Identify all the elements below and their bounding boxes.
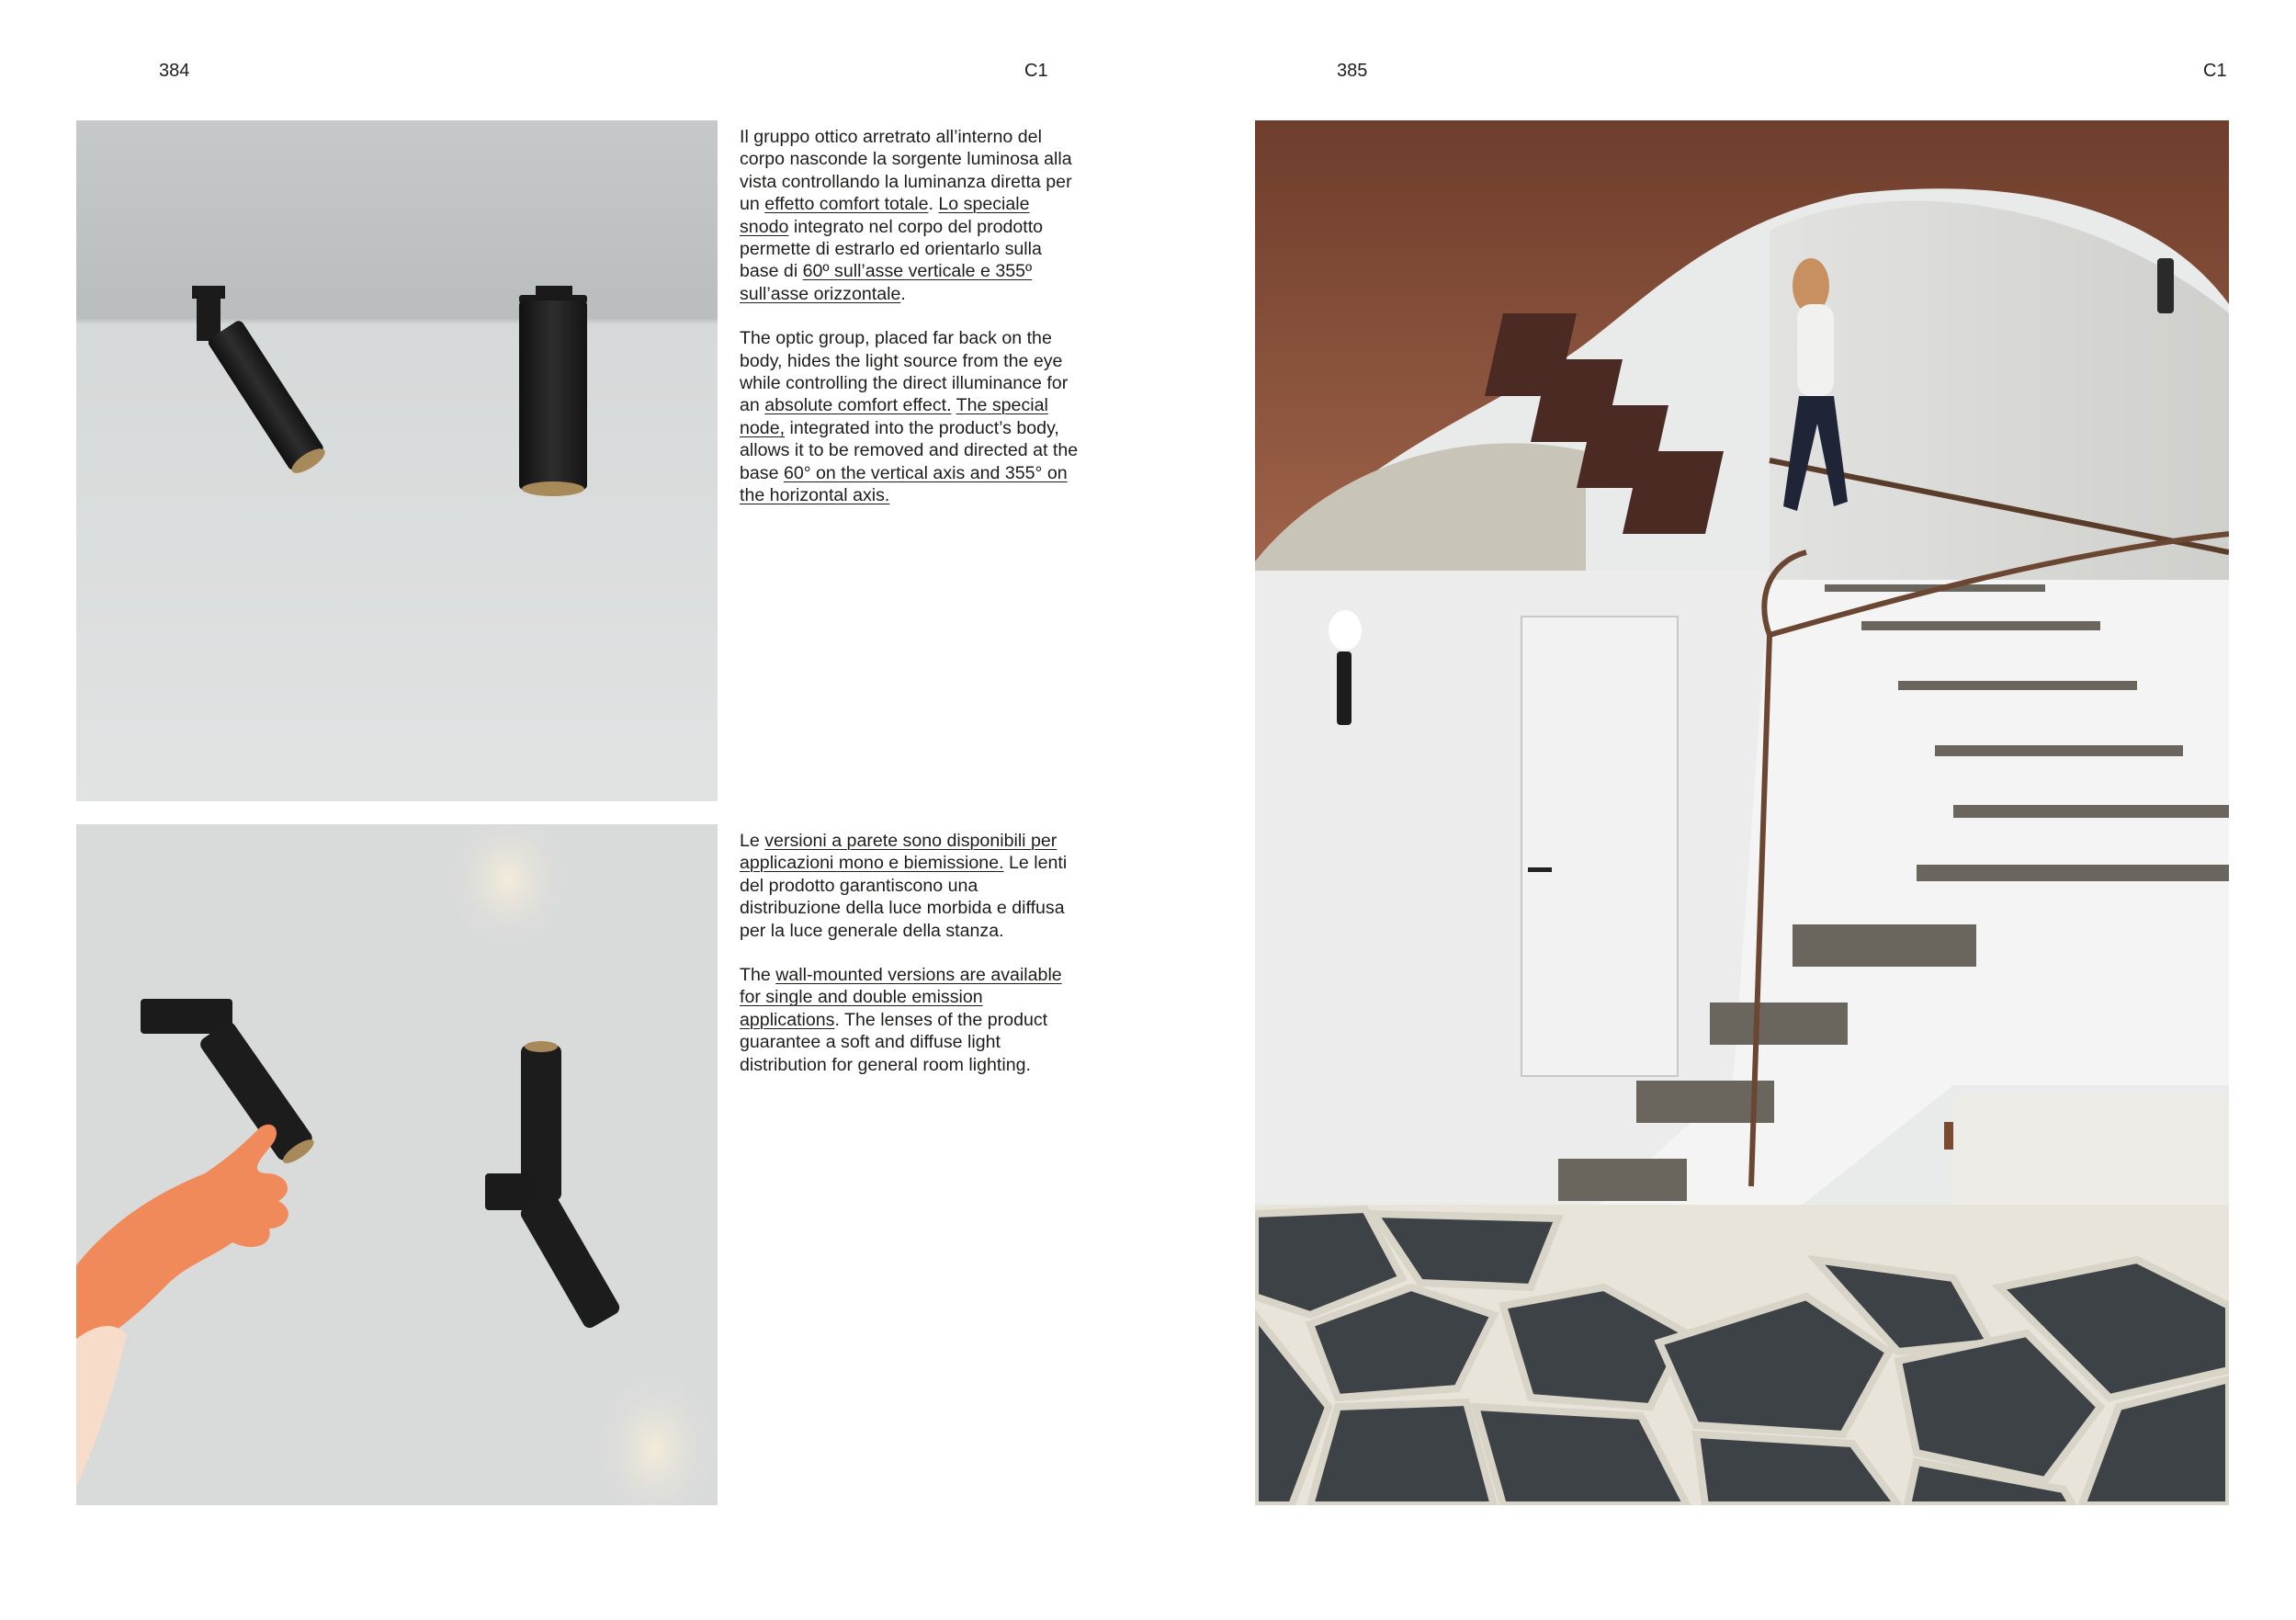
text-segment: Le lenti del prodotto garantiscono una distribuzione della luce morbida e diffusa per la luce generale della stanza. (740, 853, 1068, 941)
text-block-comfort (740, 126, 1080, 529)
underlined-text: 60° on the vertical axis and 355° on the horizontal axis. (740, 462, 1068, 506)
text-block-wall-versions (740, 830, 1080, 1098)
text-segment: Il gruppo ottico arretrato all’interno del corpo nasconde la sorgente luminosa alla vista controllando la luminanza diretta per un (740, 127, 1072, 215)
text-segment: Le (740, 831, 765, 851)
text-segment: . (928, 194, 939, 215)
text-segment: The optic group, placed far back on the body, hides the light source from the eye while controlling the direct illuminance for an (740, 328, 1069, 416)
underlined-text: Lo speciale snodo (740, 194, 1030, 237)
page-number-left: 384 (159, 61, 190, 81)
section-label-right: C1 (2203, 61, 2227, 81)
text-segment: . The lenses of the product guarantee a soft and diffuse light distribution for general room lighting. (740, 1009, 1048, 1075)
underlined-text: 60º sull’asse verticale e 355º sull’asse orizzontale (740, 261, 1033, 304)
staircase-interior-photo (1255, 120, 2229, 1505)
paragraph-italian-comfort (740, 126, 1080, 305)
text-segment: integrated into the product’s body, allows it to be removed and directed at the base (740, 417, 1079, 483)
underlined-text: absolute comfort effect. (764, 395, 952, 416)
section-label-left: C1 (1024, 61, 1048, 81)
page-number-right: 385 (1337, 61, 1368, 81)
underlined-text: effetto comfort totale (764, 194, 929, 215)
wall-spotlights-photo (76, 824, 718, 1505)
paragraph-english-wall (740, 964, 1080, 1076)
ceiling-spotlights-photo (76, 120, 718, 801)
underlined-text: The special node, (740, 395, 1048, 438)
text-segment: The (740, 965, 776, 986)
text-segment: . (900, 283, 906, 304)
text-segment: integrato nel corpo del prodotto permette di estrarlo ed orientarlo sulla base di (740, 216, 1044, 282)
underlined-text: wall-mounted versions are available for single and double emission applications (740, 965, 1062, 1030)
paragraph-italian-wall (740, 830, 1080, 942)
underlined-text: versioni a parete sono disponibili per applicazioni mono e biemissione. (740, 831, 1058, 874)
paragraph-english-comfort (740, 327, 1080, 506)
